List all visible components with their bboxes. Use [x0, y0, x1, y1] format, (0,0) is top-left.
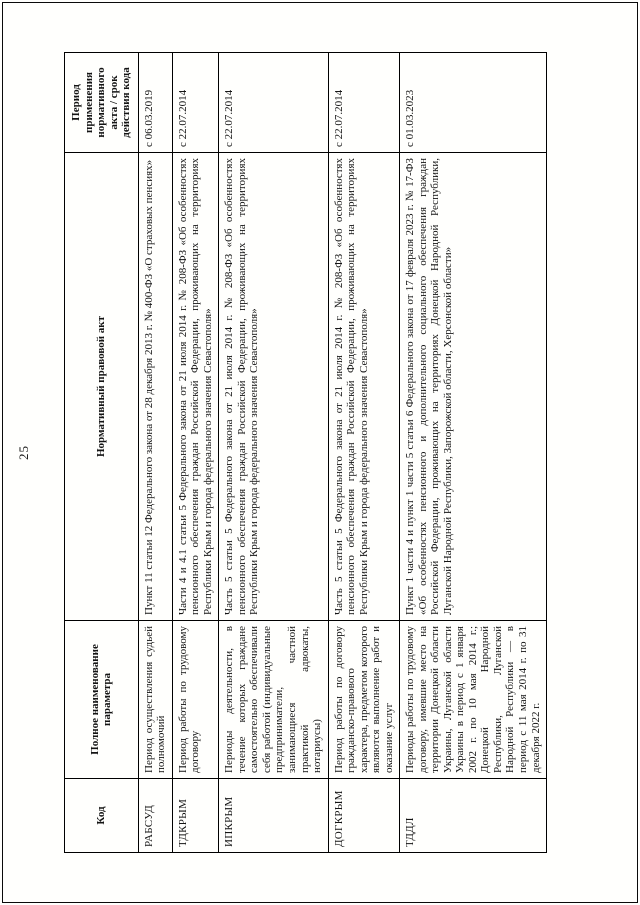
table-row: [400, 53, 547, 853]
parameter-cell: Период осуществления судьей полномочий: [138, 621, 172, 779]
parameter-cell: Период работы по договору гражданско-правового характера, предметом которого являются выполнение работ и оказание услуг: [328, 621, 400, 779]
period-cell: с 22.07.2014: [219, 53, 328, 153]
table-row: [219, 53, 328, 853]
parameter-cell: Периоды работы по трудовому договору, имевшие место на территории Донецкой области Украины, Луганской области Украины в период с 1 января 2002 г. по 10 мая 2014 г.; Донецкой Народной Республики, Луганской Народной Республики — в период с 11 мая 2014 г. по 31 декабря 2022 г.: [400, 621, 547, 779]
column-header-act: Нормативный правовой акт: [65, 153, 139, 621]
act-cell: Часть 5 статьи 5 Федерального закона от 21 июля 2014 г. № 208-ФЗ «Об особенностях пенсионного обеспечения граждан Российской Федерации, проживающих на территориях Республики Крым и города федерального значения Севастополя»: [328, 153, 400, 621]
table-row: [172, 53, 219, 853]
page-number: 25: [16, 445, 31, 460]
table-header-row: [65, 53, 139, 853]
code-cell: ДОГКРЫМ: [328, 779, 400, 853]
code-cell: ТДДЛ: [400, 779, 547, 853]
table-row: [328, 53, 400, 853]
code-cell: ТДКРЫМ: [172, 779, 219, 853]
period-cell: с 22.07.2014: [328, 53, 400, 153]
act-cell: Пункт 11 статьи 12 Федерального закона от 28 декабря 2013 г. № 400-ФЗ «О страховых пенсиях»: [138, 153, 172, 621]
column-header-period: Период применения нормативного акта / срок действия кода: [65, 53, 139, 153]
act-cell: Части 4 и 4.1 статьи 5 Федерального закона от 21 июля 2014 г. № 208-ФЗ «Об особенностях пенсионного обеспечения граждан Российской Федерации, проживающих на территориях Республики Крым и города федерального значения Севастополя»: [172, 153, 219, 621]
table-row: [138, 53, 172, 853]
period-cell: с 06.03.2019: [138, 53, 172, 153]
parameter-cell: Период работы по трудовому договору: [172, 621, 219, 779]
act-cell: Часть 5 статьи 5 Федерального закона от 21 июля 2014 г. № 208-ФЗ «Об особенностях пенсионного обеспечения граждан Российской Федерации, проживающих на территориях Республики Крым и города федерального значения Севастополя»: [219, 153, 328, 621]
period-cell: с 22.07.2014: [172, 53, 219, 153]
parameter-cell: Периоды деятельности, в течение которых граждане самостоятельно обеспечивали себя работой (индивидуальные предприниматели, занимающиеся частной практикой адвокаты, нотариусы): [219, 621, 328, 779]
code-cell: ИПКРЫМ: [219, 779, 328, 853]
column-header-parameter: Полное наименование параметра: [65, 621, 139, 779]
column-header-code: Код: [65, 779, 139, 853]
period-cell: с 01.03.2023: [400, 53, 547, 153]
codes-classifier-table: [64, 52, 547, 853]
act-cell: Пункт 1 части 4 и пункт 1 части 5 статьи 6 Федерального закона от 17 февраля 2023 г. № 17-ФЗ «Об особенностях пенсионного и дополнительного социального обеспечения граждан Российской Федерации, проживающих на территориях Донецкой Народной Республики, Луганской Народной Республики, Запорожской области, Херсонской области»: [400, 153, 547, 621]
code-cell: РАБСУД: [138, 779, 172, 853]
